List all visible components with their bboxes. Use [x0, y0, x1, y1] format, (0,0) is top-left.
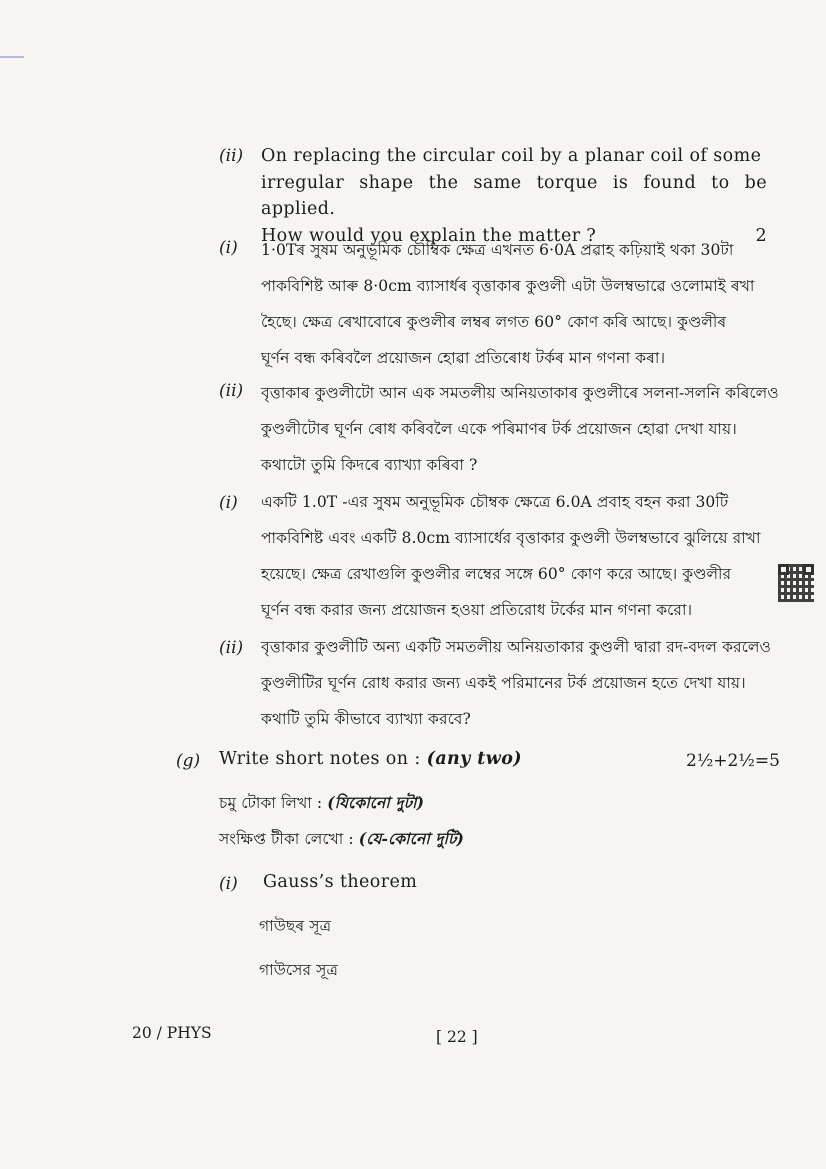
question-label-i-assamese: (i): [219, 238, 238, 258]
question-label-ii: (ii): [219, 146, 244, 166]
question-label-g: (g): [176, 751, 201, 771]
question-i-assamese: 1·0Tৰ সুষম অনুভূমিক চৌম্বিক ক্ষেত্ৰ এখনত 6·0A প্ৰৱাহ কঢ়িয়াই থকা 30টা পাকবিশিষ্ট আৰু 8·0cm ব্যাসাৰ্ধৰ বৃত্তাকাৰ কুণ্ডলী এটা উলম্বভাৱে ওলোমাই ৰখা হৈছে। ক্ষেত্ৰ ৰেখাবোৰে কুণ্ডলীৰ লম্বৰ লগত 60° কোণ কৰি আছে। কুণ্ডলীৰ ঘূৰ্ণন বন্ধ কৰিবলৈ প্ৰয়োজন হোৱা প্ৰতিৰোধ টৰ্কৰ মান গণনা কৰা।: [261, 241, 755, 367]
gauss-theorem-regional: গাউছৰ সূত্ৰ গাউসের সূত্র: [259, 917, 338, 979]
marks-g: 2½+2½=5: [686, 751, 780, 771]
qr-code-icon: [778, 564, 814, 602]
paper-code: 20 / PHYS: [132, 1024, 212, 1042]
page-number: [ 22 ]: [436, 1028, 478, 1046]
gauss-theorem: Gauss’s theorem: [263, 872, 418, 892]
question-g-regional: চমু টোকা লিখা : (যিকোনো দুটা) সংক্ষিপ্ত টীকা লেখো : (যে-কোনো দুটি): [219, 793, 464, 848]
question-g-heading: Write short notes on : (any two): [219, 749, 522, 769]
question-ii-assamese: বৃত্তাকাৰ কুণ্ডলীটো আন এক সমতলীয় অনিয়তাকাৰ কুণ্ডলীৰে সলনা-সলনি কৰিলেও কুণ্ডলীটোৰ ঘূৰ্ণন ৰোধ কৰিবলৈ একে পৰিমাণৰ টৰ্ক প্ৰয়োজন হোৱা দেখা যায়। কথাটো তুমি কিদৰে ব্যাখ্যা কৰিবা ?: [261, 384, 779, 474]
question-label-ii-bengali: (ii): [219, 638, 244, 658]
question-i-bengali: একটি 1.0T -এর সুষম অনুভূমিক চৌম্বক ক্ষেত্রে 6.0A প্রবাহ বহন করা 30টি পাকবিশিষ্ট এবং একটি 8.0cm ব্যাসার্ধের বৃত্তাকার কুণ্ডলী উলম্বভাবে ঝুলিয়ে রাখা হয়েছে। ক্ষেত্র রেখাগুলি কুণ্ডলীর লম্বের সঙ্গে 60° কোণ করে আছে। কুণ্ডলীর ঘূর্ণন বন্ধ করার জন্য প্রয়োজন হওয়া প্রতিরোধ টর্কের মান গণনা করো।: [261, 493, 761, 619]
marks-2: 2: [755, 225, 767, 246]
question-label-ii-assamese: (ii): [219, 381, 244, 401]
question-label-g-i: (i): [219, 874, 238, 894]
question-label-i-bengali: (i): [219, 493, 238, 513]
question-ii-english: On replacing the circular coil by a planar coil of some irregular shape the same torque is found to be applied. How would you explain the matter ? 2: [261, 143, 767, 249]
scan-edge-mark: [0, 56, 24, 58]
question-ii-bengali: বৃত্তাকার কুণ্ডলীটি অন্য একটি সমতলীয় অনিয়তাকার কুণ্ডলী দ্বারা রদ-বদল করলেও কুণ্ডলীটির ঘূর্ণন রোধ করার জন্য একই পরিমানের টর্ক প্রয়োজন হতে দেখা যায়। কথাটি তুমি কীভাবে ব্যাখ্যা করবে?: [261, 638, 772, 728]
